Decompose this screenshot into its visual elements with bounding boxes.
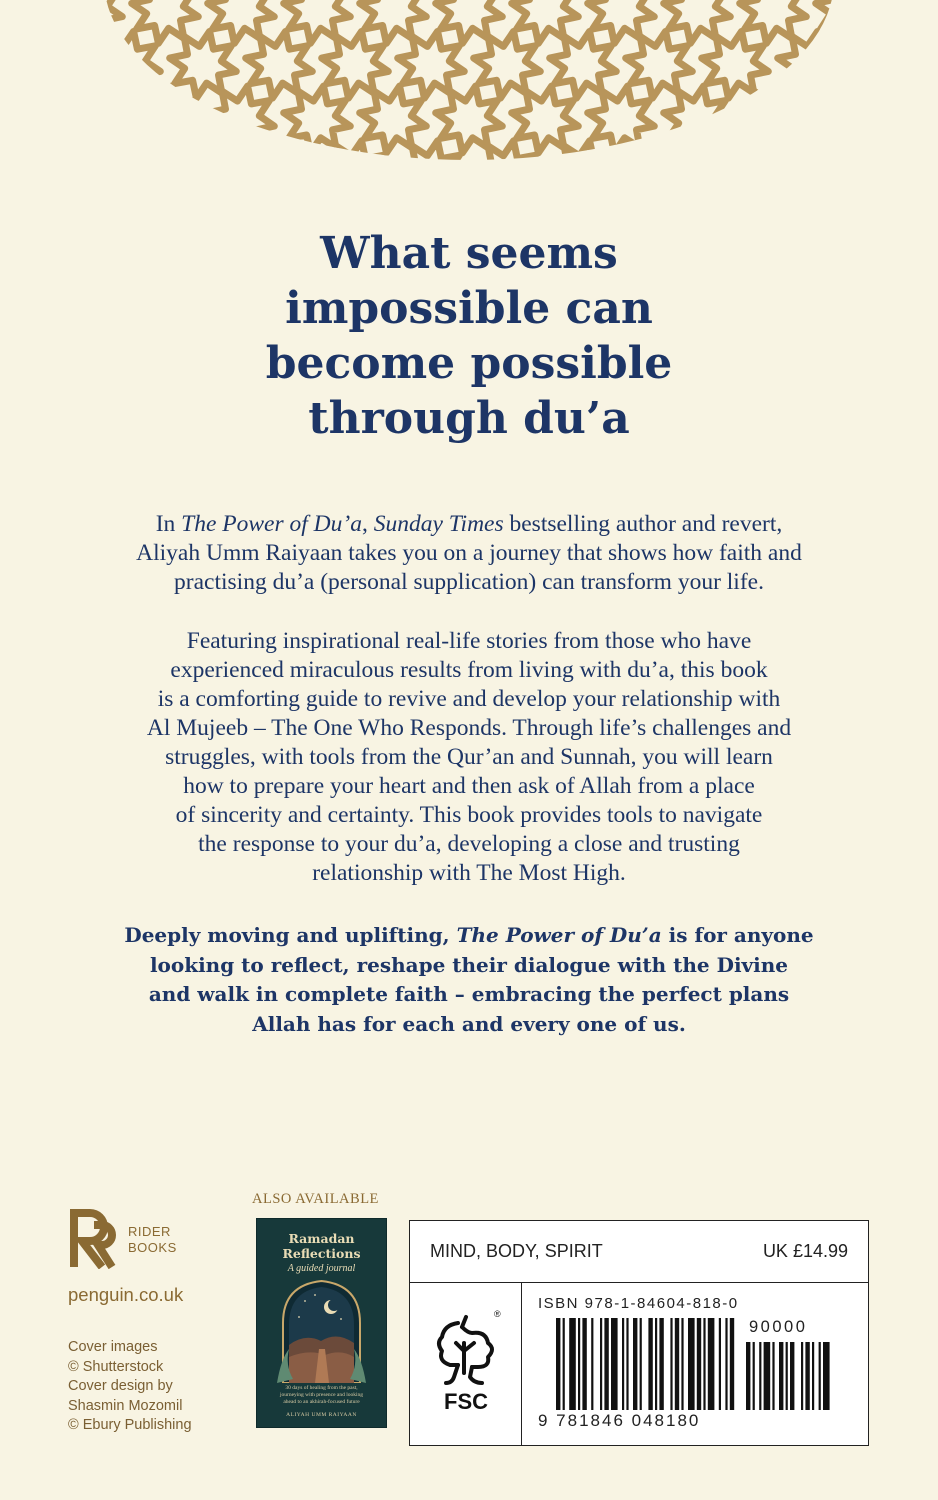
- mini-blurb-line: journeying with presence and looking: [279, 1392, 364, 1398]
- credit-line: © Shutterstock: [68, 1358, 164, 1375]
- ornament-star: [246, 141, 313, 170]
- closing-line: looking to reflect, reshape their dialogue with the Divine: [149, 952, 789, 977]
- ornament-star: [18, 31, 85, 98]
- barcode-bar: [708, 1318, 715, 1410]
- barcode-bar: [801, 1342, 803, 1410]
- description-line: Al Mujeeb – The One Who Responds. Through life’s challenges and: [146, 715, 792, 741]
- ornament-star: [0, 31, 8, 98]
- book-title-italic: The Power of Du’a: [181, 511, 362, 537]
- intro-line: [60, 510, 878, 539]
- closing-line: Allah has for each and every one of us.: [252, 1011, 686, 1036]
- headline-line: through du’a: [308, 393, 630, 444]
- barcode-bar: [725, 1318, 727, 1410]
- closing-line: and walk in complete faith – embracing the perfect plans: [148, 982, 790, 1006]
- rider-books-logo-icon: [68, 1205, 124, 1269]
- barcode-box: [409, 1220, 869, 1446]
- description-line: struggles, with tools from the Qur’an and Sunnah, you will learn: [165, 744, 773, 770]
- ornament-star: [664, 86, 731, 153]
- ornament-star: [702, 141, 769, 170]
- ornament-star: [94, 141, 161, 170]
- description-line: how to prepare your heart and then ask of Allah from a place: [183, 773, 755, 799]
- arch-moon-illustration-icon: [275, 1279, 368, 1383]
- mini-blurb-line: 30 days of healing from the past,: [285, 1385, 358, 1391]
- ornament-star: [170, 31, 237, 98]
- barcode-bar: [578, 1318, 580, 1410]
- intro-paragraph: [60, 510, 878, 597]
- barcode-bar: [764, 1342, 771, 1410]
- ornament-star: [0, 0, 46, 43]
- mini-book-title: [257, 1231, 386, 1261]
- barcode-icon: [556, 1318, 856, 1413]
- barcode-bar: [569, 1318, 576, 1410]
- barcode-bar: [633, 1318, 637, 1410]
- barcode-bar: [626, 1318, 628, 1410]
- text-run: bestselling author and revert,: [503, 511, 783, 537]
- barcode-bar: [591, 1318, 593, 1410]
- barcode-bar: [640, 1318, 642, 1410]
- ornament-star: [170, 141, 237, 170]
- ornament-star: [892, 0, 938, 43]
- ornament-star: [854, 141, 921, 170]
- closing-paragraph: [60, 921, 878, 1039]
- ornament-star: [322, 31, 389, 98]
- barcode-bar: [772, 1342, 774, 1410]
- description-paragraph: [60, 627, 878, 888]
- description-line: is a comforting guide to revive and develop your relationship with: [157, 686, 781, 712]
- intro-line: Aliyah Umm Raiyaan takes you on a journey that shows how faith and: [136, 540, 802, 566]
- also-available-book-cover: [257, 1219, 386, 1427]
- text-run: Deeply moving and uplifting,: [124, 923, 457, 947]
- credit-line: Shasmin Mozomil: [68, 1397, 183, 1414]
- cover-credits: [68, 1338, 192, 1436]
- barcode-digits: 9 781846 048180: [538, 1411, 701, 1430]
- ornament-star: [208, 86, 275, 153]
- barcode-bar: [675, 1318, 679, 1410]
- geometric-ornament: [0, 0, 938, 170]
- ornament-star: [550, 31, 617, 98]
- barcode-bar: [753, 1342, 755, 1410]
- category-label: MIND, BODY, SPIRIT: [430, 1241, 603, 1261]
- barcode-bar: [604, 1318, 608, 1410]
- mini-book-subtitle: A guided journal: [287, 1263, 356, 1274]
- ornament-star: [930, 141, 938, 170]
- mini-book-author: ALIYAH UMM RAIYAAN: [286, 1412, 357, 1418]
- ornament-star: [360, 86, 427, 153]
- barcode-bar: [697, 1318, 701, 1410]
- ornament-star: [0, 86, 46, 153]
- barcode-bar: [805, 1342, 809, 1410]
- book-title-italic: The Power of Du’a: [456, 923, 662, 947]
- ornament-star: [512, 86, 579, 153]
- barcode-bar: [670, 1318, 672, 1410]
- ornament-star: [816, 86, 883, 153]
- barcode-bar: [746, 1342, 750, 1410]
- ornament-star: [436, 86, 503, 153]
- barcode-bar: [659, 1318, 663, 1410]
- ornament-star: [132, 86, 199, 153]
- mini-title-line: Ramadan: [288, 1231, 355, 1246]
- divider: [521, 1282, 522, 1445]
- ornament-star: [18, 141, 85, 170]
- barcode-bar: [611, 1318, 618, 1410]
- ornament-star: [0, 141, 8, 170]
- description-line: experienced miraculous results from living with du’a, this book: [170, 657, 768, 683]
- text-run: is for anyone: [661, 923, 814, 947]
- barcode-bar: [563, 1318, 565, 1410]
- barcode-bar: [648, 1318, 652, 1410]
- newspaper-title-italic: Sunday Times: [373, 511, 504, 537]
- barcode-bar: [790, 1342, 794, 1410]
- fsc-label: FSC: [444, 1389, 488, 1414]
- ornament-star: [778, 141, 845, 170]
- isbn-number: ISBN 978-1-84604-818-0: [538, 1295, 739, 1312]
- ornament-star: [284, 86, 351, 153]
- divider: [410, 1282, 868, 1283]
- barcode-bar: [703, 1318, 705, 1410]
- ornament-star: [740, 86, 807, 153]
- headline-line: impossible can: [285, 283, 653, 334]
- credit-line: Cover design by: [68, 1378, 173, 1394]
- ornament-star: [474, 31, 541, 98]
- description-line: the response to your du’a, developing a close and trusting: [198, 831, 740, 857]
- ornament-star: [94, 31, 161, 98]
- ornament-star: [626, 141, 693, 170]
- barcode-bar: [681, 1318, 683, 1410]
- barcode-bar: [600, 1318, 602, 1410]
- description-line: relationship with The Most High.: [312, 860, 626, 886]
- description-line: of sincerity and certainty. This book provides tools to navigate: [175, 802, 763, 828]
- ornament-star: [816, 0, 883, 43]
- credit-line: © Ebury Publishing: [68, 1417, 192, 1433]
- barcode-addon-number: 90000: [749, 1318, 808, 1336]
- intro-line: practising du’a (personal supplication) can transform your life.: [174, 569, 764, 595]
- barcode-bar: [779, 1342, 783, 1410]
- ornament-star: [56, 86, 123, 153]
- ornament-star: [702, 31, 769, 98]
- barcode-bar: [582, 1318, 586, 1410]
- barcode-bar: [622, 1318, 624, 1410]
- barcode-bar: [719, 1318, 721, 1410]
- credit-line: Cover images: [68, 1339, 158, 1355]
- ornament-star: [56, 0, 123, 43]
- mini-blurb-line: ahead to an akhirah-focused future: [283, 1399, 360, 1405]
- ornament-star: [246, 31, 313, 98]
- barcode-bar: [819, 1342, 821, 1410]
- headline-line: What seems: [320, 228, 618, 279]
- barcode-bar: [759, 1342, 761, 1410]
- ornament-star: [626, 31, 693, 98]
- fsc-tree-icon: [428, 1303, 504, 1415]
- ornament-star: [892, 86, 938, 153]
- publisher-name: [128, 1224, 177, 1256]
- barcode-bar: [688, 1318, 695, 1410]
- closing-line: [60, 921, 878, 951]
- barcode-bar: [556, 1318, 560, 1410]
- ornament-star: [588, 86, 655, 153]
- text-run: ,: [361, 511, 374, 537]
- publisher-line: BOOKS: [128, 1240, 177, 1255]
- barcode-bar: [786, 1342, 788, 1410]
- publisher-line: RIDER: [128, 1224, 171, 1239]
- ornament-star: [398, 31, 465, 98]
- barcode-bar: [730, 1318, 734, 1410]
- price-label: UK £14.99: [762, 1241, 848, 1261]
- barcode-bar: [812, 1342, 814, 1410]
- mini-title-line: Reflections: [282, 1246, 361, 1261]
- ornament-star: [930, 31, 938, 98]
- barcode-bar: [823, 1342, 830, 1410]
- description-line: Featuring inspirational real-life stories from those who have: [186, 628, 752, 654]
- barcode-bar: [655, 1318, 657, 1410]
- also-available-label: ALSO AVAILABLE: [252, 1191, 379, 1207]
- publisher-website: penguin.co.uk: [68, 1284, 184, 1305]
- fsc-registered-mark: ®: [494, 1309, 501, 1319]
- text-run: In: [155, 511, 182, 537]
- ornament-star: [854, 31, 921, 98]
- ornament-star: [778, 31, 845, 98]
- mini-book-blurb: [265, 1385, 378, 1406]
- headline: [0, 226, 938, 446]
- headline-line: become possible: [265, 338, 673, 389]
